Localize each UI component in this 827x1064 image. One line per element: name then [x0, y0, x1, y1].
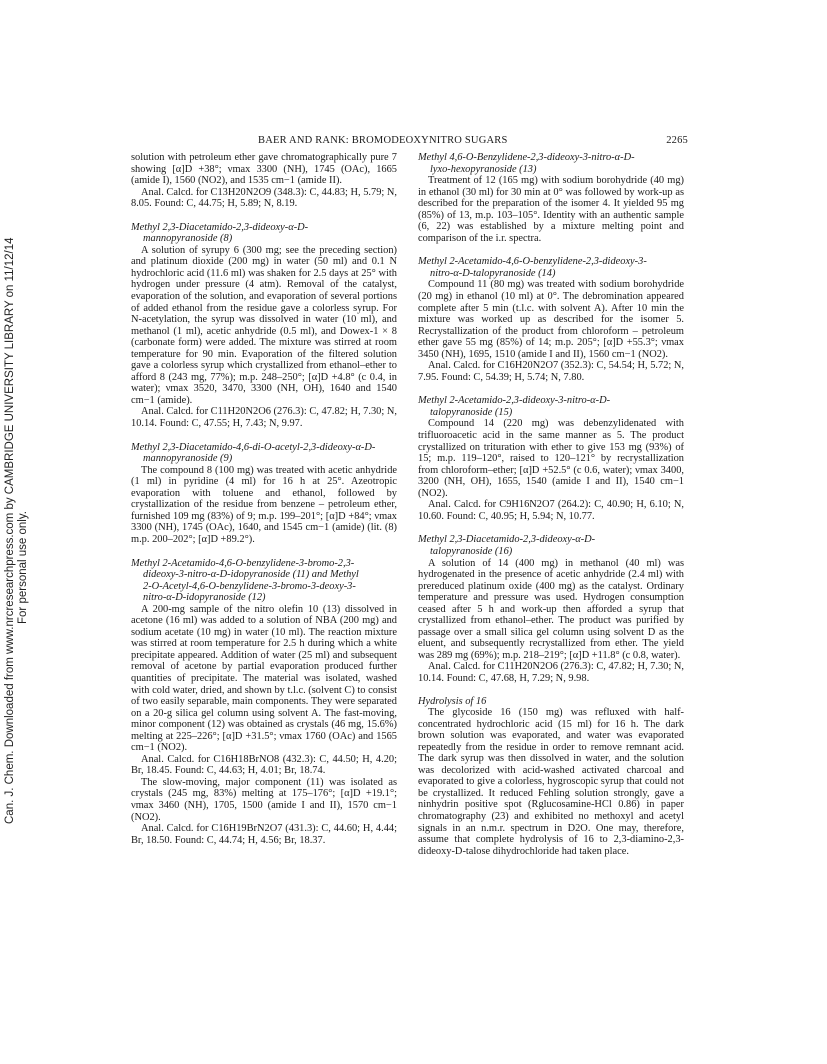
section-heading: Methyl 2-Acetamido-2,3-dideoxy-3-nitro-α-D- talopyranoside (15) [418, 395, 611, 418]
right-column [418, 152, 684, 857]
paragraph: A solution of 14 (400 mg) in methanol (40 ml) was hydrogenated in the presence of acetic anhydride (2.4 ml) with prereduced platinum oxide (400 mg) as the catalyst. Ordinary temperature and pressure was used. Hydrogen consumption ceased after 5 h and work-up then afforded a syrup that crystallized from ethanol–ether. The product was purified by passage over a small silica gel column using solvent D as the eluent, and subsequently recrystallized from ether. The yield was 289 mg (69%); m.p. 218–219°; [α]D +11.8° (c 0.8, water). [418, 557, 684, 661]
paragraph: solution with petroleum ether gave chromatographically pure 7 showing [α]D +38°; νmax 3300 (NH), 1745 (OAc), 1665 (amide I), 1560 (NO2), and 1535 cm−1 (amide II). [131, 152, 397, 187]
section-heading: Methyl 2-Acetamido-4,6-O-benzylidene-2,3-dideoxy-3- nitro-α-D-talopyranoside (14) [418, 256, 647, 279]
left-column [131, 152, 397, 846]
section-heading: Methyl 2-Acetamido-4,6-O-benzylidene-3-bromo-2,3- dideoxy-3-nitro-α-D-idopyranoside (11) and Methyl 2-O-Acetyl-4,6-O-benzylidene-3-bromo-3-deoxy-3- nitro-α-D-idopyranoside (12) [131, 557, 359, 604]
page-number: 2265 [666, 135, 688, 146]
paragraph: A solution of syrupy 6 (300 mg; see the preceding section) and platinum dioxide (200 mg) in water (50 ml) and 0.1 N hydrochloric acid (11.6 ml) was shaken for 2.5 days at 25° with hydrogen under pressure (4 atm). Removal of the catalyst, evaporation of the solution, and evaporation of several portions of added ethanol from the residue gave a colorless syrup. For N-acetylation, the syrup was dissolved in water (10 ml), and methanol (1 ml), acetic anhydride (0.5 ml), and Dowex-1 × 8 (carbonate form) were added. The mixture was stirred at room temperature for 90 min. Evaporation of the filtered solution gave a colorless syrup which crystallized from ethanol–ether to afford 8 (243 mg, 77%); m.p. 248–250°; [α]D +4.8° (c 0.4, in water); νmax 3520, 3470, 3300 (NH, OH), 1640 and 1540 cm−1 (amide). [131, 244, 397, 406]
analysis-paragraph: Anal. Calcd. for C11H20N2O6 (276.3): C, 47.82; H, 7.30; N, 10.14. Found: C, 47.55; H, 7.43; N, 9.97. [131, 406, 397, 430]
paragraph: The slow-moving, major component (11) was isolated as crystals (245 mg, 83%) melting at 175–176°; [α]D +19.1°; νmax 3460 (NH), 1705, 1500 (amide I and II), 1570 cm−1 (NO2). [131, 776, 397, 823]
watermark-line-2: For personal use only. [17, 511, 29, 624]
analysis-paragraph: Anal. Calcd. for C11H20N2O6 (276.3): C, 47.82; H, 7.30; N, 10.14. Found: C, 47.68, H, 7.29; N, 9.98. [418, 661, 684, 684]
section-heading: Methyl 2,3-Diacetamido-2,3-dideoxy-α-D- mannopyranoside (8) [131, 221, 309, 245]
analysis-paragraph: Anal. Calcd. for C16H19BrN2O7 (431.3): C, 44.60; H, 4.44; Br, 18.50. Found: C, 44.74; H, 4.56; Br, 18.37. [131, 823, 397, 846]
paragraph: The compound 8 (100 mg) was treated with acetic anhydride (1 ml) in pyridine (4 ml) for 16 h at 25°. Azeotropic evaporation with toluene and ethanol, followed by crystallization of the residue from benzene – petroleum ether, furnished 109 mg (83%) of 9; m.p. 199–201°; [α]D +84°; νmax 3300 (NH), 1745 (OAc), 1640, and 1545 cm−1 (amide) (lit. (8) m.p. 200–202°; [α]D +89.2°). [131, 464, 397, 545]
analysis-paragraph: Anal. Calcd. for C16H18BrNO8 (432.3): C, 44.50; H, 4.20; Br, 18.45. Found: C, 44.63; H, 4.01; Br, 18.74. [131, 753, 397, 777]
paragraph: Compound 11 (80 mg) was treated with sodium borohydride (20 mg) in ethanol (10 ml) at 0°. The debromination appeared complete after 5 min (t.l.c. with solvent A). After 10 min the mixture was worked up as described for the isomer 5. Recrystallization of the product from chloroform – petroleum ether gave 55 mg (85%) of 14; m.p. 205°; [α]D +55.3°; νmax 3450 (NH), 1695, 1510 (amide I and II), 1560 cm−1 (NO2). [418, 279, 684, 360]
section-heading: Methyl 2,3-Diacetamido-2,3-dideoxy-α-D- talopyranoside (16) [418, 534, 596, 557]
paragraph: Treatment of 12 (165 mg) with sodium borohydride (40 mg) in ethanol (30 ml) for 30 min at 0° was followed by work-up as described for the preparation of the isomer 4. It yielded 95 mg (85%) of 13, m.p. 103–105°. Identity with an authentic sample (6, 22) was established by a mixture melting point and comparison of the i.r. spectra. [418, 175, 684, 244]
paragraph: Compound 14 (220 mg) was debenzylidenated with trifluoroacetic acid in the same manner as 5. The product crystallized on trituration with ether to give 153 mg (93%) of 15; m.p. 119–120°, raised to 120–121° by recrystallization from chloroform–ether; [α]D +52.5° (c 0.6, water); νmax 3400, 3200 (NH, OH), 1655, 1540 (amide I and II), 1540 cm−1 (NO2). [418, 418, 684, 499]
paragraph: The glycoside 16 (150 mg) was refluxed with half-concentrated hydrochloric acid (15 ml) for 16 h. The dark brown solution was evaporated, and water was evaporated repeatedly from the residue in order to remove remnant acid. The dark syrup was then dissolved in water, and the solution was decolorized with acid-washed activated charcoal and evaporated to give a colorless, hygroscopic syrup that could not be crystallized. It reduced Fehling solution strongly, gave a ninhydrin positive spot (Rglucosamine-HCl 0.86) in paper chromatography (23) and exhibited no methoxyl and acetyl signals in an n.m.r. spectrum in D2O. One may, therefore, assume that complete hydrolysis of 16 to 2,3-diamino-2,3-dideoxy-D-talose dihydrochloride had taken place. [418, 707, 684, 857]
analysis-paragraph: Anal. Calcd. for C13H20N2O9 (348.3): C, 44.83; H, 5.79; N, 8.05. Found: C, 44.75; H, 5.89; N, 8.19. [131, 186, 397, 210]
running-title: BAER AND RANK: BROMODEOXYNITRO SUGARS [258, 135, 508, 146]
analysis-paragraph: Anal. Calcd. for C9H16N2O7 (264.2): C, 40.90; H, 6.10; N, 10.60. Found: C, 40.95; H, 5.94; N, 10.77. [418, 499, 684, 522]
download-watermark [4, 0, 44, 1064]
section-heading: Hydrolysis of 16 [418, 695, 487, 707]
section-heading: Methyl 2,3-Diacetamido-4,6-di-O-acetyl-2,3-dideoxy-α-D- mannopyranoside (9) [131, 441, 376, 465]
paragraph: A 200-mg sample of the nitro olefin 10 (13) dissolved in acetone (16 ml) was added to a solution of NBA (200 mg) and sodium acetate (10 mg) in water (10 ml). The reaction mixture was stirred at room temperature for 2.5 h during which a white precipitate appeared. Addition of water (25 ml) and subsequent removal of acetone by partial evaporation produced further quantities of precipitate. The material was isolated, washed with cold water, dried, and shown by t.l.c. (solvent C) to consist of two easily separable, main components. They were separated on a 20-g silica gel column using solvent A. The fast-moving, minor component (12) was obtained as crystals (46 mg, 15.6%) melting at 225–226°; [α]D +31.5°; νmax 1760 (OAc) and 1565 cm−1 (NO2). [131, 603, 397, 754]
watermark-line-1: Can. J. Chem. Downloaded from www.nrcresearchpress.com by CAMBRIDGE UNIVERSITY LIBRARY on 11/12/14 [4, 237, 16, 824]
analysis-paragraph: Anal. Calcd. for C16H20N2O7 (352.3): C, 54.54; H, 5.72; N, 7.95. Found: C, 54.39; H, 5.74; N, 7.80. [418, 360, 684, 383]
section-heading: Methyl 4,6-O-Benzylidene-2,3-dideoxy-3-nitro-α-D- lyxo-hexopyranoside (13) [418, 152, 635, 175]
